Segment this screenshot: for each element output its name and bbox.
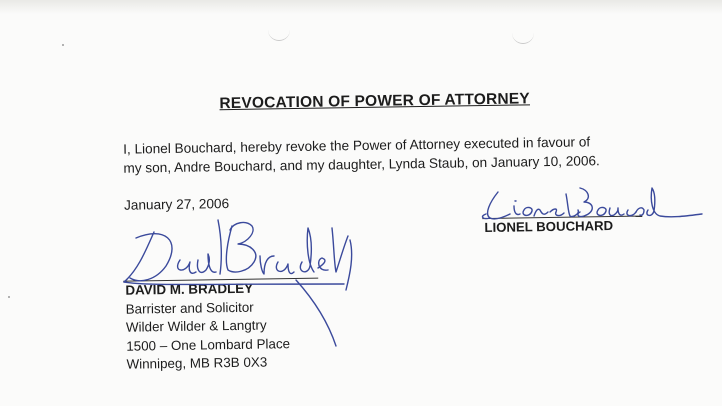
witness-title: Barrister and Solicitor <box>125 299 254 317</box>
signing-date: January 27, 2006 <box>123 196 230 213</box>
witness-firm: Wilder Wilder & Langtry <box>125 317 267 335</box>
witness-address-line-1: 1500 – One Lombard Place <box>126 335 291 354</box>
revocation-statement <box>123 131 684 178</box>
witness-printed-name: DAVID M. BRADLEY <box>125 280 254 298</box>
statement-line-1: I, Lionel Bouchard, hereby revoke the Power of Attorney executed in favour of <box>123 134 591 157</box>
document-title: REVOCATION OF POWER OF ATTORNEY <box>219 90 531 113</box>
witness-address-line-2: Winnipeg, MB R3B 0X3 <box>126 354 268 372</box>
signer-printed-name: LIONEL BOUCHARD <box>484 218 614 236</box>
witness-block <box>125 279 290 374</box>
statement-line-2: my son, Andre Bouchard, and my daughter, Lynda Staub, on January 10, 2006. <box>123 153 600 176</box>
